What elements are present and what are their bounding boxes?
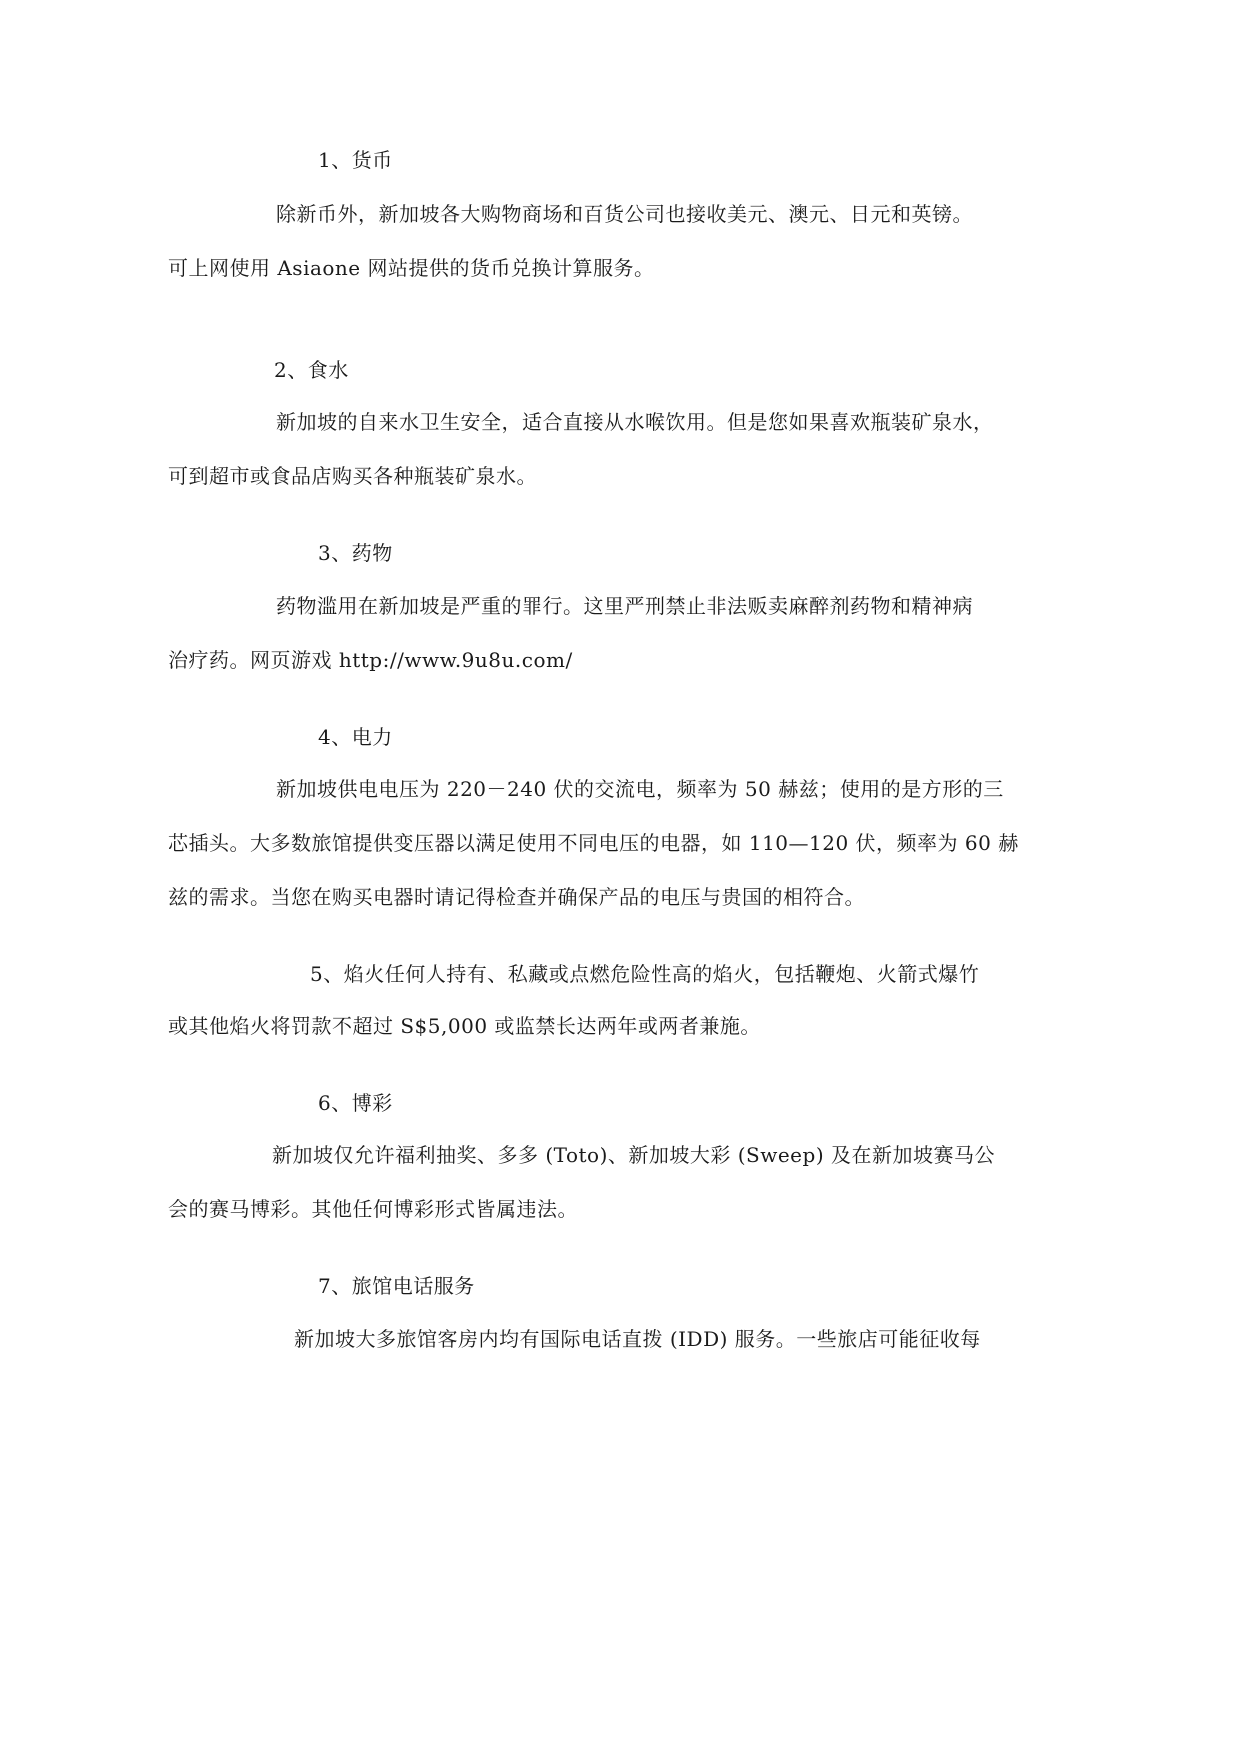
section-1-line-2: 可上网使用 Asiaone 网站提供的货币兑换计算服务。 xyxy=(168,256,655,280)
section-3-line-1: 药物滥用在新加坡是严重的罪行。这里严刑禁止非法贩卖麻醉剂药物和精神病 xyxy=(276,594,973,618)
section-3-line-2: 治疗药。网页游戏 http://www.9u8u.com/ xyxy=(168,648,573,672)
section-2-line-1: 新加坡的自来水卫生安全，适合直接从水喉饮用。但是您如果喜欢瓶装矿泉水， xyxy=(276,410,994,434)
section-2-heading: 2、食水 xyxy=(274,358,349,382)
section-6-heading: 6、博彩 xyxy=(318,1091,393,1115)
section-1-heading: 1、货币 xyxy=(318,148,393,172)
section-4-line-3: 兹的需求。当您在购买电器时请记得检查并确保产品的电压与贵国的相符合。 xyxy=(168,885,865,909)
section-7-heading: 7、旅馆电话服务 xyxy=(318,1274,475,1298)
section-6-line-2: 会的赛马博彩。其他任何博彩形式皆属违法。 xyxy=(168,1197,578,1221)
section-4-line-2: 芯插头。大多数旅馆提供变压器以满足使用不同电压的电器，如 110—120 伏，频率为 60 赫 xyxy=(168,831,1019,855)
section-6-line-1: 新加坡仅允许福利抽奖、多多 (Toto)、新加坡大彩 (Sweep) 及在新加坡赛马公 xyxy=(272,1143,995,1167)
section-7-line-1: 新加坡大多旅馆客房内均有国际电话直拨 (IDD) 服务。一些旅店可能征收每 xyxy=(294,1327,981,1351)
section-4-heading: 4、电力 xyxy=(318,725,393,749)
section-3-heading: 3、药物 xyxy=(318,541,393,565)
section-1-line-1: 除新币外，新加坡各大购物商场和百货公司也接收美元、澳元、日元和英镑。 xyxy=(276,202,973,226)
section-4-line-1: 新加坡供电电压为 220－240 伏的交流电，频率为 50 赫兹；使用的是方形的三 xyxy=(276,777,1004,801)
section-2-line-2: 可到超市或食品店购买各种瓶装矿泉水。 xyxy=(168,464,537,488)
section-5-line-2: 或其他焰火将罚款不超过 S$5,000 或监禁长达两年或两者兼施。 xyxy=(168,1014,761,1038)
section-5-line-1: 5、焰火任何人持有、私藏或点燃危险性高的焰火，包括鞭炮、火箭式爆竹 xyxy=(310,962,980,986)
